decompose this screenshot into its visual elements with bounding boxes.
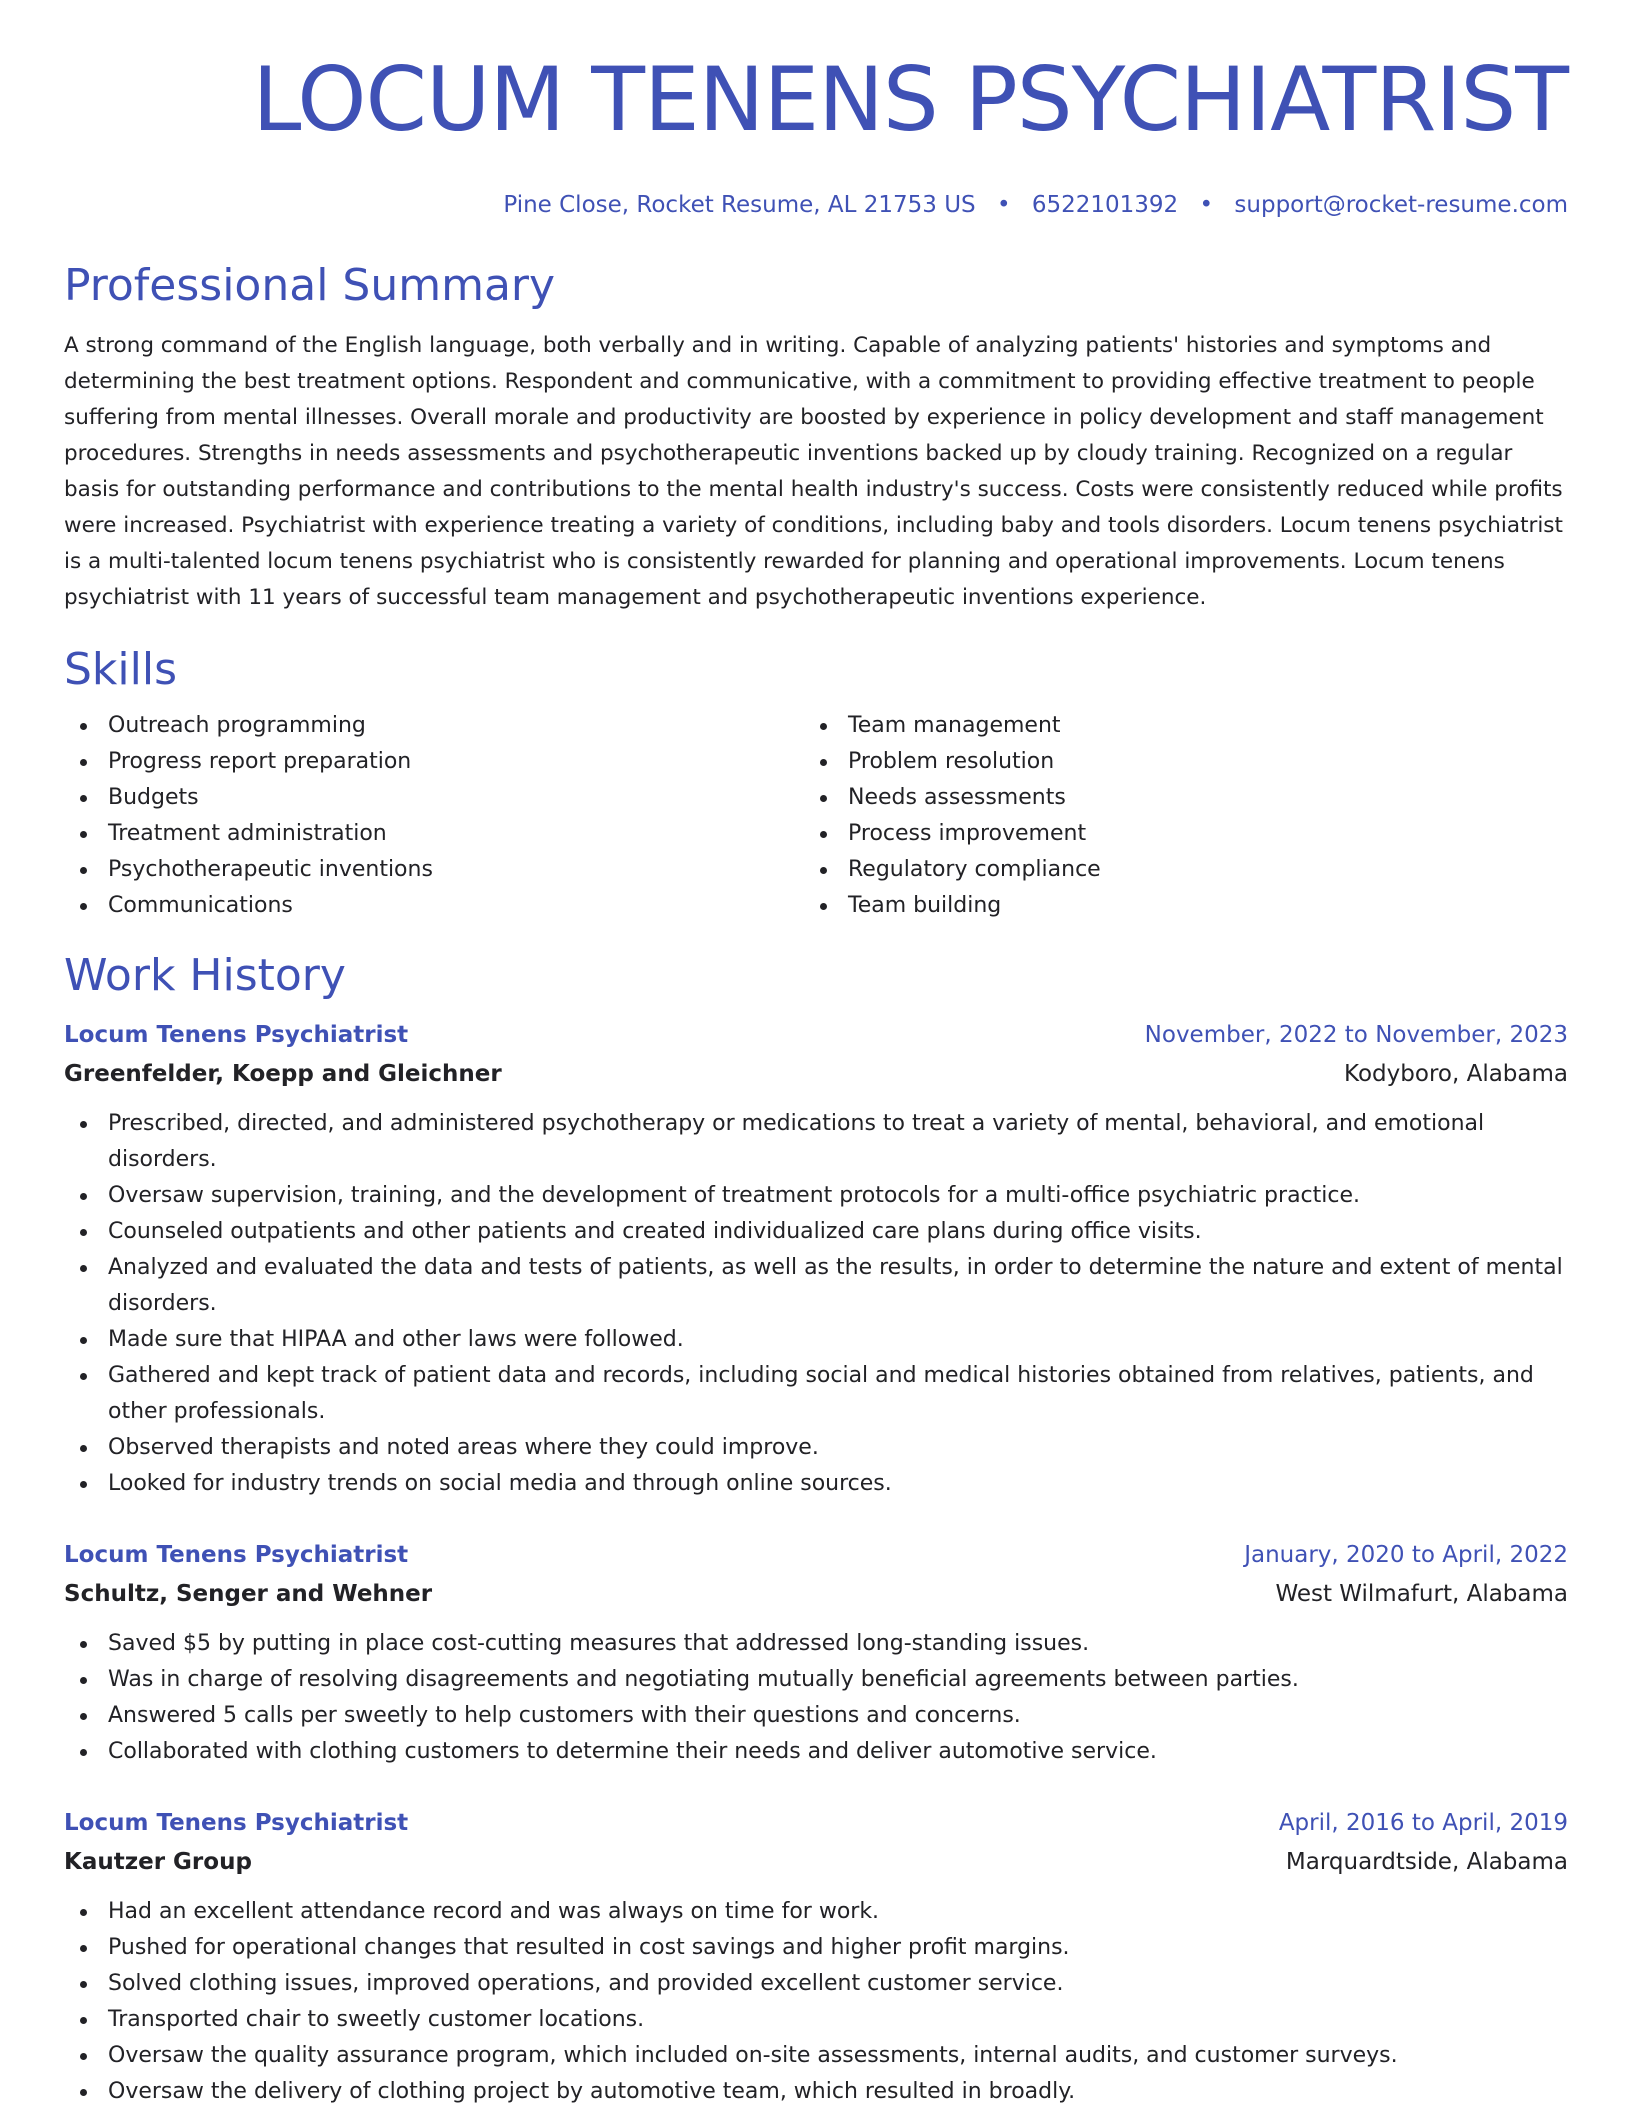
- job-company-row: [64, 1054, 1568, 1094]
- job-company-row: [64, 1574, 1568, 1614]
- skills-heading: Skills: [64, 644, 178, 695]
- resume-header: [64, 0, 1568, 222]
- candidate-name: LOCUM TENENS PSYCHIATRIST: [252, 48, 1568, 151]
- job-entry: [64, 1536, 1568, 1770]
- job-location: Marquardtside, Alabama: [1285, 1849, 1568, 1875]
- job-company: Greenfelder, Koepp and Gleichner: [64, 1061, 502, 1087]
- skill-item: Problem resolution: [804, 744, 1544, 780]
- job-bullet: Observed therapists and noted areas where they could improve.: [64, 1430, 1568, 1466]
- job-entry: [64, 1804, 1568, 2110]
- work-history-section: [64, 948, 1568, 2110]
- work-history-heading: Work History: [64, 950, 346, 1001]
- job-bullet: Solved clothing issues, improved operations, and provided excellent customer service.: [64, 1966, 1568, 2002]
- skills-right-column: [804, 708, 1544, 924]
- job-location: West Wilmafurt, Alabama: [1275, 1581, 1568, 1607]
- skills-left-column: [64, 708, 804, 924]
- job-bullet: Saved $5 by putting in place cost-cutting measures that addressed long-standing issues.: [64, 1626, 1568, 1662]
- job-bullet: Answered 5 calls per sweetly to help customers with their questions and concerns.: [64, 1698, 1568, 1734]
- job-title-row: [64, 1536, 1568, 1574]
- job-bullet: Transported chair to sweetly customer locations.: [64, 2002, 1568, 2038]
- job-bullet: Prescribed, directed, and administered psychotherapy or medications to treat a variety of mental, behavioral, and emotional disorders.: [64, 1106, 1568, 1178]
- skills-section: [64, 642, 1568, 924]
- job-bullet: Made sure that HIPAA and other laws were followed.: [64, 1322, 1568, 1358]
- summary-text: A strong command of the English language, both verbally and in writing. Capable of analyzing patients' histories and symptoms and determining the best treatment options. Respondent and communicative, with a commitment to providing effective treatment to people suffering from mental illnesses. Overall morale and productivity are boosted by experience in policy development and staff management procedures. Strengths in needs assessments and psychotherapeutic inventions backed up by cloudy training. Recognized on a regular basis for outstanding performance and contributions to the mental health industry's success. Costs were consistently reduced while profits were increased. Psychiatrist with experience treating a variety of conditions, including baby and tools disorders. Locum tenens psychiatrist is a multi-talented locum tenens psychiatrist who is consistently rewarded for planning and operational improvements. Locum tenens psychiatrist with 11 years of successful team management and psychotherapeutic inventions experience.: [64, 333, 1563, 610]
- skill-item: Psychotherapeutic inventions: [64, 852, 804, 888]
- contact-line: [64, 188, 1568, 222]
- job-bullets: [64, 1106, 1568, 1502]
- skill-item: Outreach programming: [64, 708, 804, 744]
- skill-item: Needs assessments: [804, 780, 1544, 816]
- contact-address: Pine Close, Rocket Resume, AL 21753 US: [503, 192, 976, 218]
- job-title: Locum Tenens Psychiatrist: [64, 1022, 409, 1048]
- job-title: Locum Tenens Psychiatrist: [64, 1810, 409, 1836]
- job-company: Schultz, Senger and Wehner: [64, 1581, 433, 1607]
- skill-item: Regulatory compliance: [804, 852, 1544, 888]
- skill-item: Budgets: [64, 780, 804, 816]
- summary-heading: Professional Summary: [64, 260, 556, 311]
- job-bullet: Pushed for operational changes that resulted in cost savings and higher profit margins.: [64, 1930, 1568, 1966]
- contact-phone: 6522101392: [1031, 192, 1179, 218]
- job-bullets: [64, 1894, 1568, 2110]
- job-dates: November, 2022 to November, 2023: [1144, 1022, 1568, 1048]
- skill-item: Team building: [804, 888, 1544, 924]
- contact-separator: •: [996, 192, 1011, 218]
- contact-separator: •: [1199, 192, 1214, 218]
- job-bullet: Was in charge of resolving disagreements and negotiating mutually beneficial agreements between parties.: [64, 1662, 1568, 1698]
- job-dates: April, 2016 to April, 2019: [1278, 1810, 1568, 1836]
- job-bullets: [64, 1626, 1568, 1770]
- job-bullet: Oversaw supervision, training, and the development of treatment protocols for a multi-office psychiatric practice.: [64, 1178, 1568, 1214]
- skill-item: Team management: [804, 708, 1544, 744]
- summary-section: [64, 258, 1568, 616]
- job-title: Locum Tenens Psychiatrist: [64, 1542, 409, 1568]
- skills-columns: [64, 708, 1568, 924]
- job-company: Kautzer Group: [64, 1849, 252, 1875]
- skill-item: Communications: [64, 888, 804, 924]
- job-bullet: Looked for industry trends on social media and through online sources.: [64, 1466, 1568, 1502]
- skill-item: Treatment administration: [64, 816, 804, 852]
- job-bullet: Oversaw the delivery of clothing project by automotive team, which resulted in broadly.: [64, 2074, 1568, 2110]
- job-location: Kodyboro, Alabama: [1344, 1061, 1568, 1087]
- job-bullet: Analyzed and evaluated the data and tests of patients, as well as the results, in order to determine the nature and extent of mental disorders.: [64, 1250, 1568, 1322]
- job-title-row: [64, 1804, 1568, 1842]
- skill-item: Process improvement: [804, 816, 1544, 852]
- job-bullet: Gathered and kept track of patient data and records, including social and medical histories obtained from relatives, patients, and other professionals.: [64, 1358, 1568, 1430]
- job-bullet: Counseled outpatients and other patients and created individualized care plans during office visits.: [64, 1214, 1568, 1250]
- contact-email: support@rocket-resume.com: [1234, 192, 1568, 218]
- job-bullet: Oversaw the quality assurance program, which included on-site assessments, internal audits, and customer surveys.: [64, 2038, 1568, 2074]
- job-bullet: Had an excellent attendance record and was always on time for work.: [64, 1894, 1568, 1930]
- job-entry: [64, 1016, 1568, 1502]
- job-title-row: [64, 1016, 1568, 1054]
- skill-item: Progress report preparation: [64, 744, 804, 780]
- job-dates: January, 2020 to April, 2022: [1244, 1542, 1568, 1568]
- job-company-row: [64, 1842, 1568, 1882]
- job-bullet: Collaborated with clothing customers to determine their needs and deliver automotive service.: [64, 1734, 1568, 1770]
